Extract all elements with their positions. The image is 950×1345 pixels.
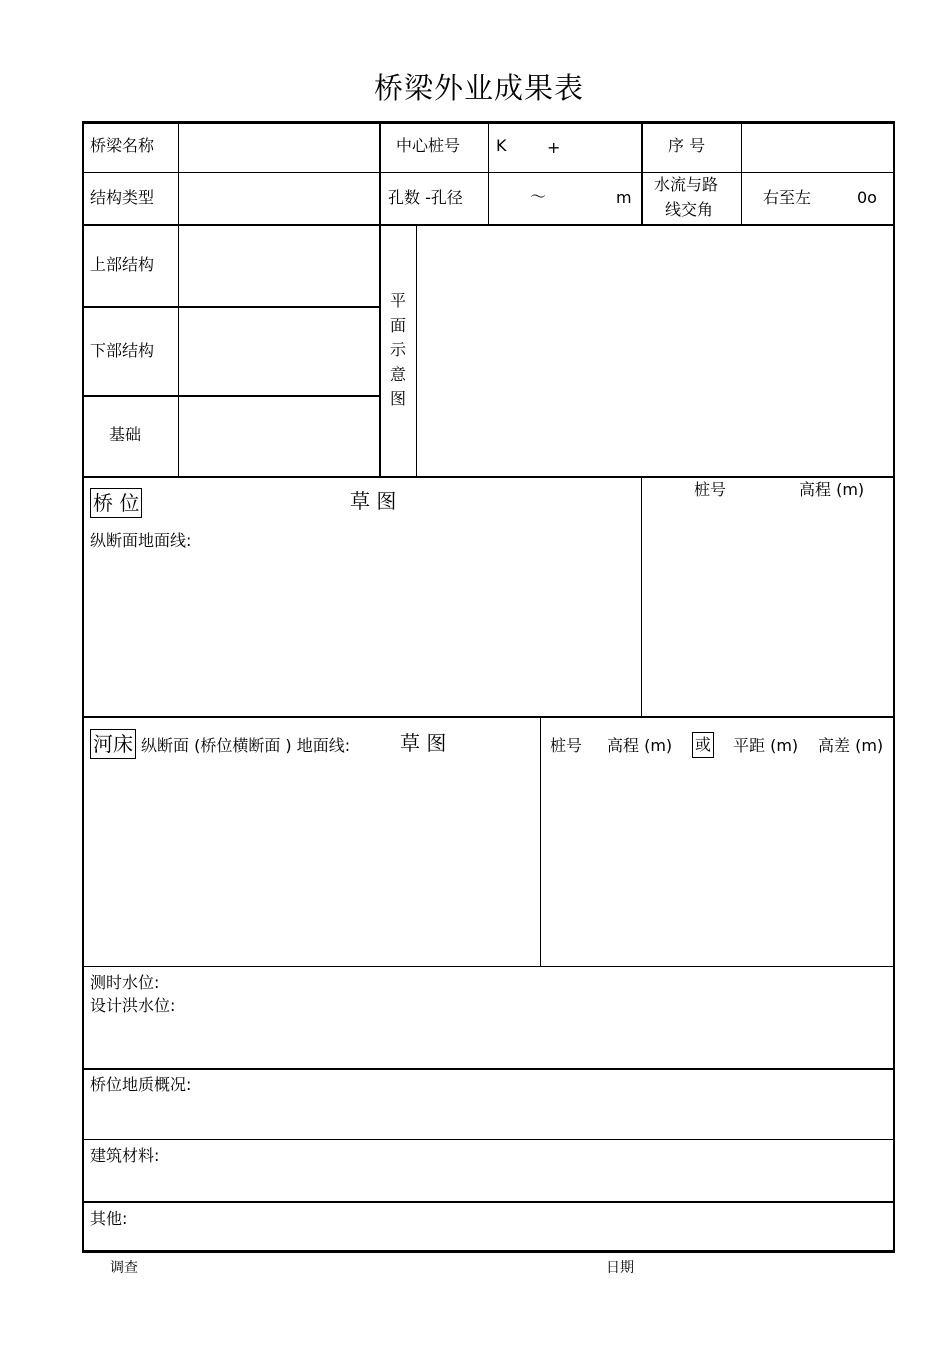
other-label: 其他: (90, 1209, 128, 1228)
riverbed-elevation-header: 高程 (m) (607, 736, 673, 755)
plan-sketch-label: 平面示意图 (389, 291, 406, 408)
table-border-right (893, 121, 895, 1253)
bridge-sketch-label: 草 图 (350, 489, 397, 513)
span-unit: m (616, 188, 632, 207)
cross-section-label: 纵断面 (桥位横断面 ) 地面线: (141, 736, 351, 755)
row-divider (82, 966, 895, 967)
elevation-column-header: 高程 (m) (799, 480, 865, 499)
col-divider (641, 121, 643, 225)
measured-water-level-label: 测时水位: (90, 973, 160, 992)
distance-header: 平距 (m) (733, 736, 799, 755)
stake-plus: + (547, 138, 561, 157)
structure-type-label: 结构类型 (90, 188, 155, 207)
lower-structure-label: 下部结构 (90, 341, 155, 360)
angle-label-line2: 线交角 (665, 200, 714, 219)
col-divider (379, 121, 381, 476)
col-divider (741, 121, 742, 225)
materials-label: 建筑材料: (90, 1146, 160, 1165)
row-divider (82, 395, 380, 397)
profile-ground-line-label: 纵断面地面线: (90, 531, 192, 550)
bridge-position-label: 桥 位 (90, 488, 142, 518)
table-border-bottom (82, 1250, 895, 1253)
stake-column-header: 桩号 (694, 480, 727, 499)
survey-label: 调查 (110, 1260, 138, 1276)
riverbed-sketch-label: 草 图 (400, 731, 447, 755)
center-stake-label: 中心桩号 (396, 136, 461, 155)
row-divider (82, 306, 380, 308)
angle-value: 0o (857, 188, 877, 207)
col-divider (540, 716, 541, 966)
row-divider (82, 1201, 895, 1203)
angle-label-line1: 水流与路 (654, 175, 719, 194)
riverbed-stake-header: 桩号 (550, 736, 583, 755)
date-label: 日期 (606, 1260, 634, 1276)
row-divider (82, 1139, 895, 1140)
col-divider (641, 476, 642, 717)
row-divider (82, 476, 895, 478)
foundation-label: 基础 (109, 425, 142, 444)
span-tilde: ～ (530, 187, 547, 206)
riverbed-label: 河床 (90, 729, 136, 759)
design-flood-level-label: 设计洪水位: (90, 996, 176, 1015)
col-divider (416, 224, 417, 476)
col-divider (488, 121, 489, 225)
table-border-left (82, 121, 84, 1253)
bridge-name-label: 桥梁名称 (90, 136, 155, 155)
or-label: 或 (692, 732, 714, 758)
page-title: 桥梁外业成果表 (374, 71, 585, 105)
geology-label: 桥位地质概况: (90, 1075, 192, 1094)
direction-label: 右至左 (763, 188, 812, 207)
upper-structure-label: 上部结构 (90, 255, 155, 274)
height-diff-header: 高差 (m) (818, 736, 884, 755)
row-divider (82, 1068, 895, 1070)
col-divider (178, 121, 179, 476)
stake-k: K (496, 136, 507, 155)
span-label: 孔数 -孔径 (388, 188, 463, 207)
row-divider (82, 716, 895, 718)
sequence-label: 序 号 (668, 136, 706, 155)
